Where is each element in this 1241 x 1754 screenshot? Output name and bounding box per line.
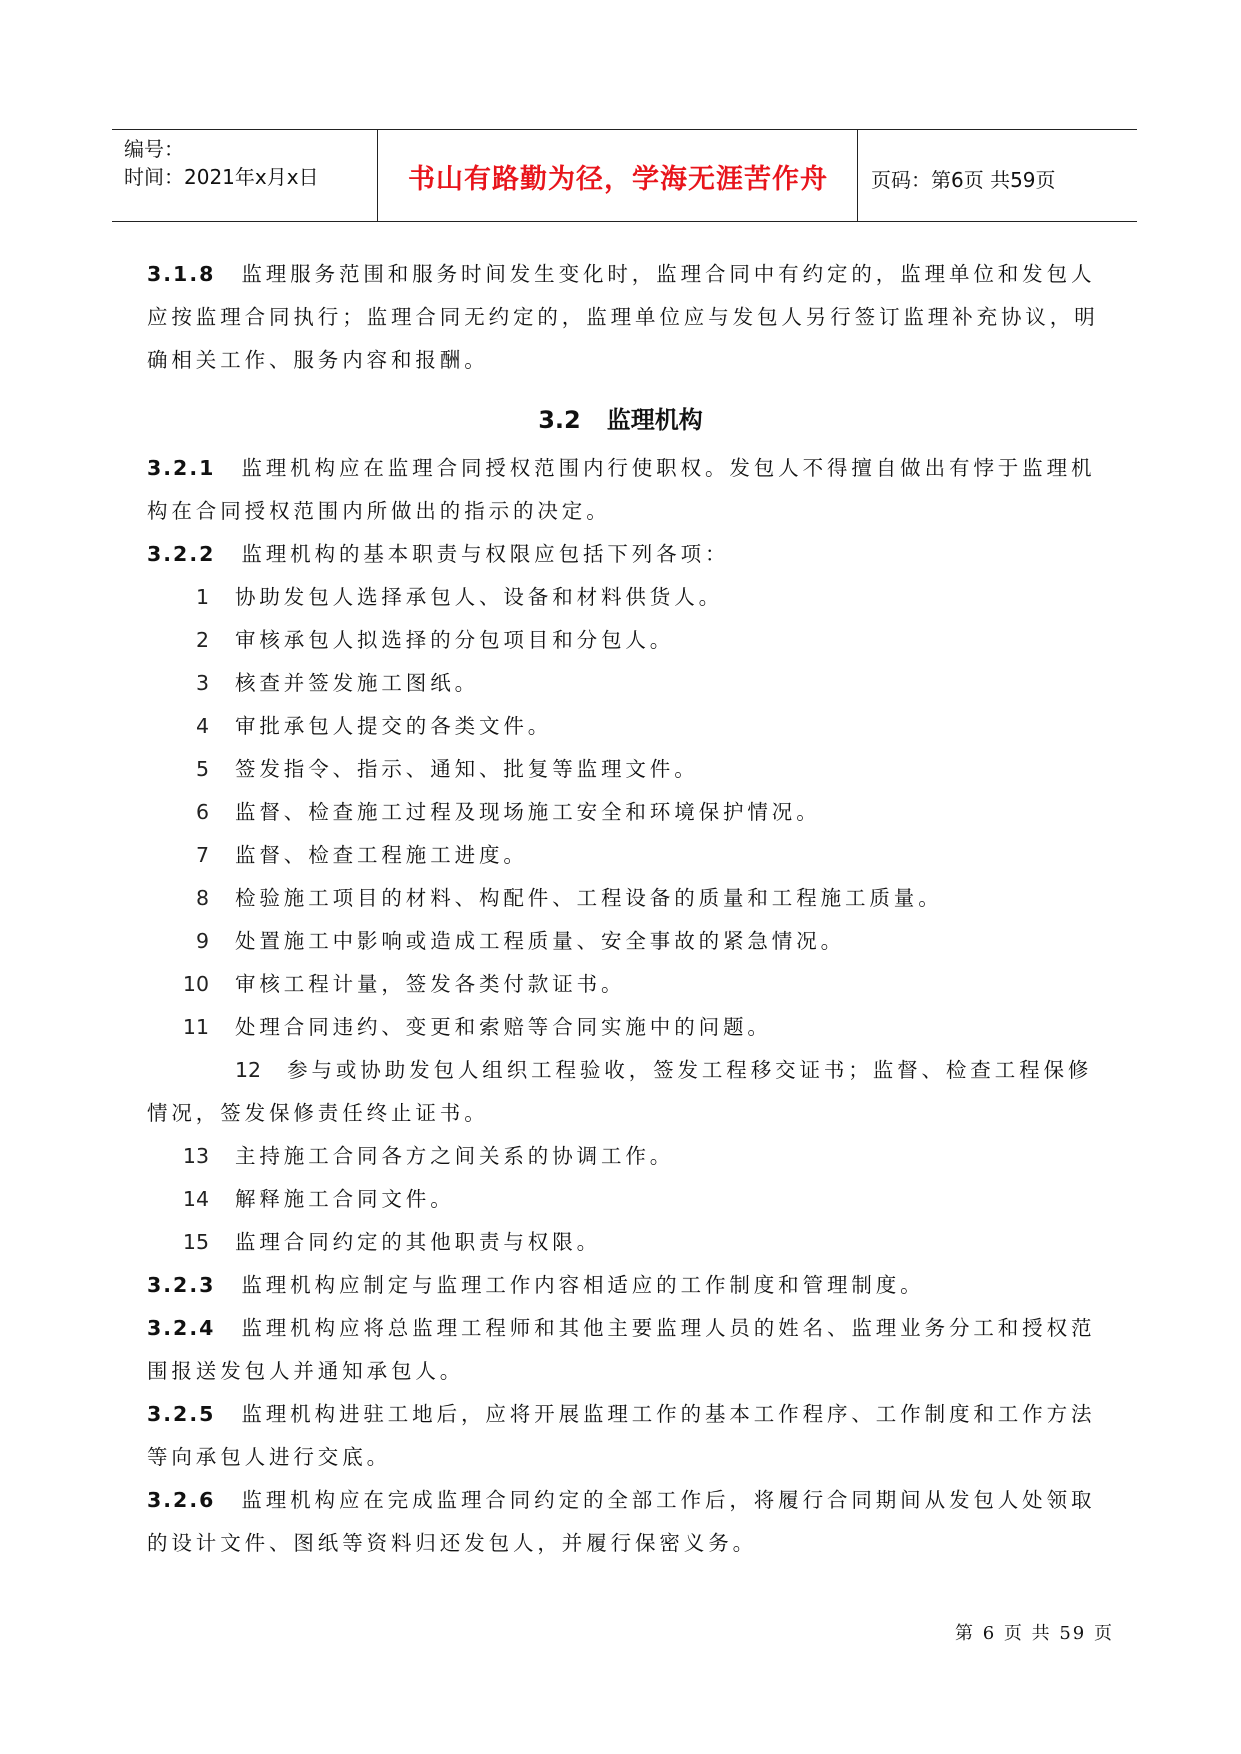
section-number: 3.2 [538, 406, 581, 434]
clause-3-2-2 [147, 533, 1102, 576]
item-text: 参与或协助发包人组织工程验收，签发工程移交证书；监督、检查工程保修情况，签发保修责任终止证书。 [147, 1058, 1093, 1125]
clause-3-2-5 [147, 1393, 1102, 1479]
list-item [147, 619, 1102, 662]
clause-number: 3.2.6 [147, 1488, 216, 1512]
item-number: 5 [195, 757, 209, 781]
clause-3-2-1 [147, 447, 1102, 533]
item-number: 2 [195, 628, 209, 652]
item-number: 10 [182, 972, 209, 996]
list-item [147, 791, 1102, 834]
item-text: 审核承包人拟选择的分包项目和分包人。 [235, 628, 675, 652]
item-text: 协助发包人选择承包人、设备和材料供货人。 [235, 585, 723, 609]
item-number: 4 [195, 714, 209, 738]
list-item [147, 834, 1102, 877]
clause-text: 监理机构应在监理合同授权范围内行使职权。发包人不得擅自做出有悖于监理机构在合同授权范围内所做出的指示的决定。 [147, 456, 1096, 523]
clause-number: 3.2.4 [147, 1316, 216, 1340]
item-number: 11 [182, 1015, 209, 1039]
header-motto: 书山有路勤为径，学海无涯苦作舟 [408, 164, 828, 195]
section-heading-3-2 [0, 400, 1241, 435]
clause-number: 3.2.3 [147, 1273, 216, 1297]
clause-number: 3.1.8 [147, 262, 216, 286]
item-text: 监理合同约定的其他职责与权限。 [235, 1230, 601, 1254]
item-number: 3 [195, 671, 209, 695]
header-number-label: 编号： [124, 137, 184, 161]
item-number: 6 [195, 800, 209, 824]
item-number: 12 [235, 1058, 262, 1082]
item-text: 审核工程计量，签发各类付款证书。 [235, 972, 626, 996]
list-item [147, 963, 1102, 1006]
header-top-rule [112, 129, 1137, 130]
header-date-label: 时间：2021年x月x日 [124, 165, 319, 189]
item-text: 主持施工合同各方之间关系的协调工作。 [235, 1144, 675, 1168]
clause-3-2-3 [147, 1264, 1102, 1307]
clause-text: 监理机构应在完成监理合同约定的全部工作后，将履行合同期间从发包人处领取的设计文件、图纸等资料归还发包人，并履行保密义务。 [147, 1488, 1096, 1555]
footer-page-number: 第 6 页 共 59 页 [955, 1623, 1114, 1644]
clause-number: 3.2.2 [147, 542, 216, 566]
list-item [147, 748, 1102, 791]
list-item [147, 1049, 1102, 1135]
clause-text: 监理机构进驻工地后，应将开展监理工作的基本工作程序、工作制度和工作方法等向承包人进行交底。 [147, 1402, 1096, 1469]
list-item [147, 1221, 1102, 1264]
item-text: 检验施工项目的材料、构配件、工程设备的质量和工程施工质量。 [235, 886, 943, 910]
clause-text: 监理机构的基本职责与权限应包括下列各项： [241, 542, 730, 566]
clause-3-1-8 [147, 253, 1102, 382]
section-title: 监理机构 [606, 406, 703, 434]
item-number: 1 [195, 585, 209, 609]
clause-text: 监理机构应将总监理工程师和其他主要监理人员的姓名、监理业务分工和授权范围报送发包人并通知承包人。 [147, 1316, 1096, 1383]
item-text: 监督、检查工程施工进度。 [235, 843, 528, 867]
list-item [147, 705, 1102, 748]
list-item [147, 1135, 1102, 1178]
item-number: 8 [195, 886, 209, 910]
item-number: 15 [182, 1230, 209, 1254]
list-item [147, 920, 1102, 963]
header-bottom-rule [112, 221, 1137, 222]
item-text: 审批承包人提交的各类文件。 [235, 714, 553, 738]
item-text: 监督、检查施工过程及现场施工安全和环境保护情况。 [235, 800, 821, 824]
item-text: 处理合同违约、变更和索赔等合同实施中的问题。 [235, 1015, 772, 1039]
item-number: 9 [195, 929, 209, 953]
item-text: 签发指令、指示、通知、批复等监理文件。 [235, 757, 699, 781]
item-number: 13 [182, 1144, 209, 1168]
header-page-label: 页码：第6页 共59页 [871, 168, 1056, 192]
list-item [147, 1006, 1102, 1049]
item-number: 7 [195, 843, 209, 867]
clause-number: 3.2.1 [147, 456, 216, 480]
list-item [147, 662, 1102, 705]
list-item [147, 576, 1102, 619]
list-item [147, 877, 1102, 920]
list-item [147, 1178, 1102, 1221]
item-number: 14 [182, 1187, 209, 1211]
clause-number: 3.2.5 [147, 1402, 216, 1426]
clause-text: 监理机构应制定与监理工作内容相适应的工作制度和管理制度。 [241, 1273, 925, 1297]
clause-3-2-4 [147, 1307, 1102, 1393]
clause-text: 监理服务范围和服务时间发生变化时，监理合同中有约定的，监理单位和发包人应按监理合同执行；监理合同无约定的，监理单位应与发包人另行签订监理补充协议，明确相关工作、服务内容和报酬。 [147, 262, 1099, 372]
item-text: 解释施工合同文件。 [235, 1187, 455, 1211]
clause-3-2-6 [147, 1479, 1102, 1565]
item-text: 处置施工中影响或造成工程质量、安全事故的紧急情况。 [235, 929, 845, 953]
item-text: 核查并签发施工图纸。 [235, 671, 479, 695]
